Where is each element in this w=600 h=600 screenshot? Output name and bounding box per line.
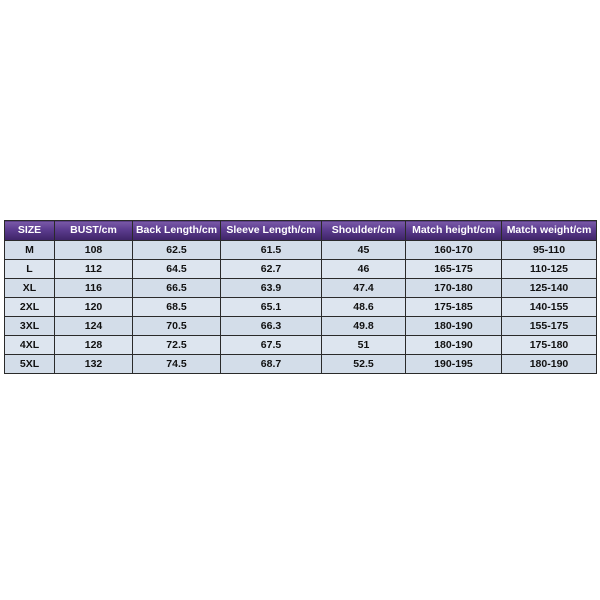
cell-size: 4XL: [5, 336, 55, 355]
cell-match-weight: 95-110: [502, 241, 597, 260]
cell-bust: 124: [55, 317, 133, 336]
cell-back-length: 64.5: [133, 260, 221, 279]
cell-bust: 108: [55, 241, 133, 260]
table-row: [5, 355, 597, 374]
header-sleeve-length: Sleeve Length/cm: [221, 221, 322, 241]
cell-match-height: 180-190: [406, 336, 502, 355]
cell-bust: 132: [55, 355, 133, 374]
cell-match-weight: 110-125: [502, 260, 597, 279]
table-row: [5, 298, 597, 317]
size-chart-table: [4, 220, 597, 374]
cell-shoulder: 48.6: [322, 298, 406, 317]
cell-match-weight: 155-175: [502, 317, 597, 336]
cell-back-length: 66.5: [133, 279, 221, 298]
cell-bust: 128: [55, 336, 133, 355]
cell-match-height: 160-170: [406, 241, 502, 260]
header-match-height: Match height/cm: [406, 221, 502, 241]
cell-match-height: 175-185: [406, 298, 502, 317]
cell-size: 5XL: [5, 355, 55, 374]
cell-sleeve-length: 65.1: [221, 298, 322, 317]
cell-size: M: [5, 241, 55, 260]
cell-match-weight: 140-155: [502, 298, 597, 317]
cell-sleeve-length: 61.5: [221, 241, 322, 260]
cell-size: L: [5, 260, 55, 279]
cell-match-weight: 175-180: [502, 336, 597, 355]
cell-size: 2XL: [5, 298, 55, 317]
cell-match-height: 165-175: [406, 260, 502, 279]
cell-back-length: 70.5: [133, 317, 221, 336]
cell-shoulder: 46: [322, 260, 406, 279]
cell-back-length: 72.5: [133, 336, 221, 355]
cell-bust: 116: [55, 279, 133, 298]
cell-bust: 120: [55, 298, 133, 317]
cell-shoulder: 45: [322, 241, 406, 260]
cell-bust: 112: [55, 260, 133, 279]
header-back-length: Back Length/cm: [133, 221, 221, 241]
cell-sleeve-length: 62.7: [221, 260, 322, 279]
cell-back-length: 68.5: [133, 298, 221, 317]
cell-match-weight: 180-190: [502, 355, 597, 374]
table-header-row: [5, 221, 597, 241]
cell-match-height: 190-195: [406, 355, 502, 374]
cell-sleeve-length: 63.9: [221, 279, 322, 298]
cell-shoulder: 47.4: [322, 279, 406, 298]
cell-sleeve-length: 67.5: [221, 336, 322, 355]
header-match-weight: Match weight/cm: [502, 221, 597, 241]
header-bust: BUST/cm: [55, 221, 133, 241]
cell-back-length: 74.5: [133, 355, 221, 374]
cell-sleeve-length: 68.7: [221, 355, 322, 374]
table-row: [5, 279, 597, 298]
header-size: SIZE: [5, 221, 55, 241]
table-row: [5, 260, 597, 279]
cell-size: XL: [5, 279, 55, 298]
table-row: [5, 241, 597, 260]
cell-sleeve-length: 66.3: [221, 317, 322, 336]
cell-shoulder: 49.8: [322, 317, 406, 336]
header-shoulder: Shoulder/cm: [322, 221, 406, 241]
cell-back-length: 62.5: [133, 241, 221, 260]
table-row: [5, 317, 597, 336]
cell-match-height: 170-180: [406, 279, 502, 298]
cell-shoulder: 51: [322, 336, 406, 355]
cell-match-weight: 125-140: [502, 279, 597, 298]
cell-size: 3XL: [5, 317, 55, 336]
table-row: [5, 336, 597, 355]
cell-match-height: 180-190: [406, 317, 502, 336]
cell-shoulder: 52.5: [322, 355, 406, 374]
